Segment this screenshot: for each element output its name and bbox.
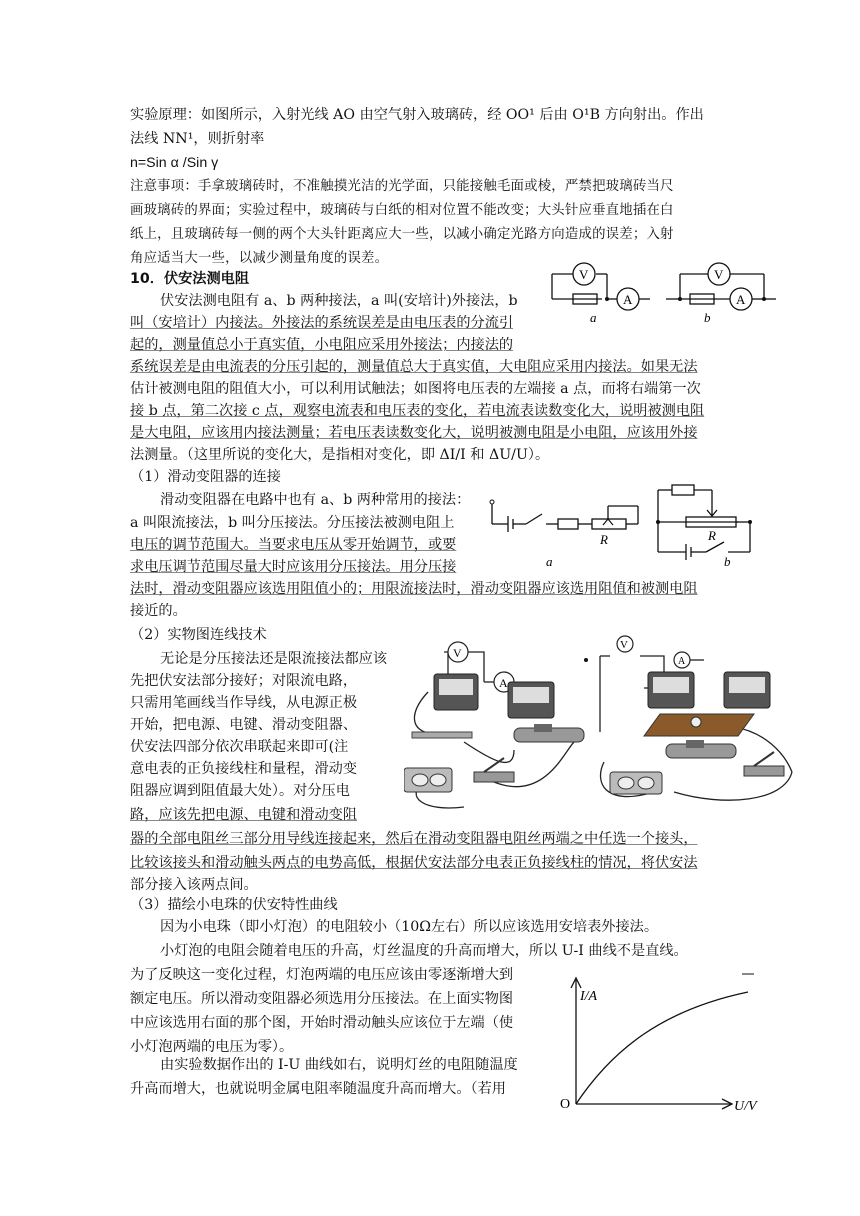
- notes-line-3: 纸上，且玻璃砖每一侧的两个大头针距离应大一些，以减小确定光路方向造成的误差；入射: [130, 227, 674, 242]
- sec10-para-7: 是大电阻，应该用内接法测量；若电压表读数变化大，说明被测电阻是小电阻，应该用外接: [130, 425, 698, 441]
- section-10-title: 10．伏安法测电阻: [130, 271, 250, 287]
- sec10-para-4: 系统误差是由电流表的分压引起的，测量值总大于真实值，大电阻应采用内接法。如果无法: [130, 359, 698, 375]
- sub2-para-4: 开始，把电源、电键、滑动变阻器、: [130, 717, 358, 733]
- sec10-para-8: 法测量。（这里所说的变化大，是指相对变化，即 ΔI/I 和 ΔU/U）。: [130, 447, 550, 463]
- sub2-para-1: 无论是分压接法还是限流接法都应该: [160, 651, 388, 667]
- sub2-para-7: 阻器应调到阻值最大处）。对分压电: [130, 783, 350, 799]
- voltammetry-circuit-diagram: [540, 262, 785, 326]
- photo-v-label: V: [453, 646, 462, 660]
- rheostat-a-label: a: [546, 554, 553, 569]
- rheostat-r-label: R: [600, 532, 608, 547]
- sub3-para-1: 因为小电珠（即小灯泡）的电阻较小（10Ω左右）所以应该选用安培表外接法。: [160, 919, 659, 935]
- iu-curve-graph: [552, 970, 774, 1116]
- sub3-title: （3）描绘小电珠的伏安特性曲线: [130, 897, 338, 913]
- sub2-para-2: 先把伏安法部分接好；对限流电路，: [130, 673, 358, 689]
- y-axis-label: I/A: [580, 989, 598, 1004]
- notes-line-1: 注意事项：手拿玻璃砖时，不准触摸光洁的光学面，只能接触毛面或棱，严禁把玻璃砖当尺: [130, 179, 674, 194]
- sub2-para-11: 部分接入该两点间。: [130, 877, 258, 893]
- rheostat-b-label: b: [724, 554, 731, 569]
- sub2-para-3: 只需用笔画线当作导线，从电源正极: [130, 695, 358, 711]
- photo-a-label: A: [499, 676, 508, 690]
- sub1-title: （1）滑动变阻器的连接: [130, 469, 281, 485]
- photo-v-label-right: V: [620, 639, 628, 651]
- principle-line-1: 实验原理：如图所示，入射光线 AO 由空气射入玻璃砖，经 OO¹ 后由 O¹B 方向射出。作出: [130, 107, 704, 123]
- origin-label: O: [560, 1097, 571, 1112]
- principle-line-2: 法线 NN¹，则折射率: [130, 131, 265, 147]
- sec10-para-2: 叫（安培计）内接法。外接法的系统误差是由电压表的分流引: [130, 315, 514, 331]
- sec10-para-5: 估计被测电阻的阻值大小，可以利用试触法；如图将电压表的左端接 a 点，而将右端第一次: [130, 381, 701, 397]
- sub3-para-2: 小灯泡的电阻会随着电压的升高，灯丝温度的升高而增大，所以 U-I 曲线不是直线。: [160, 943, 688, 959]
- notes-line-2: 画玻璃砖的界面；实验过程中，玻璃砖与白纸的相对位置不能改变；大头针应垂直地插在白: [130, 203, 674, 218]
- sub2-title: （2）实物图连线技术: [130, 627, 267, 643]
- sub2-para-5: 伏安法四部分依次串联起来即可(注: [130, 739, 349, 755]
- notes-line-4: 角应适当大一些，以减少测量角度的误差。: [130, 251, 389, 266]
- sec10-para-1: 伏安法测电阻有 a、b 两种接法，a 叫(安培计)外接法，b: [160, 293, 518, 309]
- sub3-para-5: 中应该选用右面的那个图，开始时滑动触头应该位于左端（使: [130, 1015, 514, 1031]
- sub2-para-8: 路，应该先把电源、电键和滑动变阻: [130, 807, 358, 823]
- sub2-para-9: 器的全部电阻丝三部分用导线连接起来，然后在滑动变阻器电阻丝两端之中任选一个接头，: [130, 831, 698, 847]
- circuit-a-label: a: [590, 310, 597, 325]
- ammeter-label-b: A: [736, 292, 746, 307]
- sub2-para-6: 意电表的正负接线柱和量程，滑动变: [130, 761, 358, 777]
- sub3-para-4: 额定电压。所以滑动变阻器必须选用分压接法。在上面实物图: [130, 991, 514, 1007]
- rheostat-r-label-b: R: [708, 528, 716, 543]
- sub3-para-7: 由实验数据作出的 I-U 曲线如右，说明灯丝的电阻随温度: [160, 1057, 518, 1073]
- sub1-para-2: a 叫限流接法，b 叫分压接法。分压接法被测电阻上: [130, 515, 455, 531]
- physical-circuit-illustrations: [404, 632, 800, 824]
- photo-a-label-right: A: [678, 656, 686, 667]
- sub1-para-5: 法时，滑动变阻器应该选用阻值小的；用限流接法时，滑动变阻器应该选用阻值和被测电阻: [130, 581, 698, 597]
- x-axis-label: U/V: [734, 1099, 757, 1114]
- sub3-para-8: 升高而增大，也就说明金属电阻率随温度升高而增大。（若用: [130, 1081, 506, 1097]
- sec10-para-3: 起的，测量值总小于真实值，小电阻应采用外接法；内接法的: [130, 337, 514, 353]
- sub3-para-3: 为了反映这一变化过程，灯泡两端的电压应该由零逐渐增大到: [130, 967, 514, 983]
- voltmeter-label: V: [579, 267, 589, 282]
- voltmeter-label-b: V: [714, 267, 724, 282]
- sub2-para-10: 比较该接头和滑动触头两点的电势高低，根据伏安法部分电表正负接线柱的情况，将伏安法: [130, 855, 698, 871]
- sec10-para-6: 接 b 点，第二次接 c 点，观察电流表和电压表的变化，若电流表读数变化大，说明被测电阻: [130, 403, 705, 419]
- sub1-para-3: 电压的调节范围大。当要求电压从零开始调节，或要: [130, 537, 457, 553]
- rheostat-circuit-diagram: [488, 482, 778, 574]
- principle-formula: n=Sin α /Sin γ: [130, 155, 219, 171]
- sub1-para-6: 接近的。: [130, 603, 187, 619]
- sub1-para-4: 求电压调节范围尽量大时应该用分压接法。用分压接: [130, 559, 457, 575]
- sub1-para-1: 滑动变阻器在电路中也有 a、b 两种常用的接法：: [160, 492, 471, 508]
- circuit-b-label: b: [704, 310, 711, 325]
- sub3-para-6: 小灯泡两端的电压为零）。: [130, 1039, 294, 1055]
- iu-curve: [576, 992, 748, 1104]
- ammeter-label: A: [623, 292, 633, 307]
